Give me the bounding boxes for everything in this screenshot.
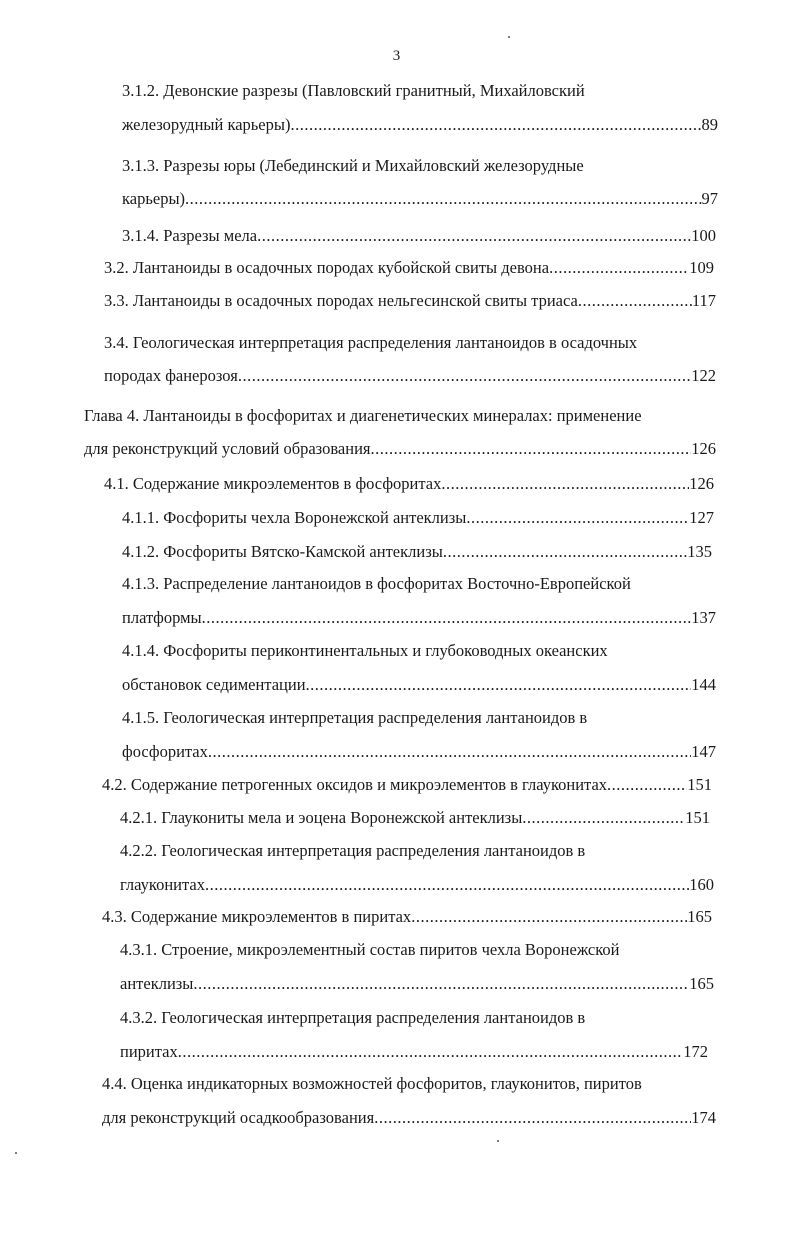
toc-leader-dots: [257, 225, 691, 247]
toc-entry-4-4[interactable]: [102, 1073, 716, 1129]
toc-page-number: 126: [691, 439, 716, 458]
toc-entry-4-2[interactable]: [102, 774, 712, 796]
toc-entry-title: 4.2.1. Глаукониты мела и эоцена Воронежской антеклизы: [120, 808, 523, 827]
toc-leader-dots: [466, 507, 689, 529]
toc-entry-title: для реконструкций условий образования: [84, 439, 371, 458]
toc-page-number: 122: [691, 366, 716, 385]
toc-leader-dots: [205, 874, 689, 896]
toc-entry-title: 4.1.1. Фосфориты чехла Воронежской антеклизы: [122, 508, 467, 527]
toc-entry-3-1-4[interactable]: [122, 225, 716, 247]
toc-leader-dots: [443, 541, 687, 563]
toc-leader-dots: [411, 906, 687, 928]
toc-page-number: 137: [691, 608, 716, 627]
toc-leader-dots: [607, 774, 687, 796]
toc-entry-title: глауконитах: [120, 875, 205, 894]
toc-leader-dots: [178, 1041, 684, 1063]
toc-entry-title: 4.3. Содержание микроэлементов в пиритах: [102, 907, 412, 926]
toc-entry-title-line1: 3.1.3. Разрезы юры (Лебединский и Михайловский железорудные: [122, 156, 584, 175]
toc-entry-title-line1: 4.1.3. Распределение лантаноидов в фосфоритах Восточно-Европейской: [122, 574, 631, 593]
toc-entry-4-3-1[interactable]: [120, 939, 714, 995]
toc-entry-4-1-5[interactable]: [122, 707, 716, 763]
toc-leader-dots: [193, 973, 689, 995]
toc-entry-4-2-2[interactable]: [120, 840, 714, 896]
toc-entry-title: 3.1.4. Разрезы мела: [122, 226, 258, 245]
toc-entry-4-1-3[interactable]: [122, 573, 716, 629]
toc-page-number: 100: [691, 226, 716, 245]
toc-page-number: 117: [691, 291, 716, 310]
toc-page-number: 135: [687, 542, 712, 561]
toc-leader-dots: [522, 807, 685, 829]
toc-leader-dots: [374, 1107, 691, 1129]
toc-entry-title: 4.1.2. Фосфориты Вятско-Камской антеклизы: [122, 542, 443, 561]
toc-entry-4-2-1[interactable]: [120, 807, 710, 829]
page-number: 3: [392, 48, 401, 64]
toc-leader-dots: [208, 741, 691, 763]
toc-page-number: 165: [689, 974, 714, 993]
toc-leader-dots: [441, 473, 689, 495]
toc-entry-3-1-3[interactable]: [122, 155, 718, 210]
toc-page-number: 97: [701, 189, 718, 208]
toc-leader-dots: [578, 290, 692, 312]
toc-leader-dots: [238, 365, 691, 387]
toc-leader-dots: [202, 607, 692, 629]
toc-page-number: 89: [701, 115, 718, 134]
toc-entry-4-1-2[interactable]: [122, 541, 712, 563]
toc-entry-4-1-1[interactable]: [122, 507, 714, 529]
scan-speck: [508, 36, 510, 38]
toc-leader-dots: [549, 257, 689, 279]
toc-entry-title-line1: 4.1.4. Фосфориты периконтинентальных и глубоководных океанских: [122, 641, 608, 660]
toc-entry-title-line1: 4.3.1. Строение, микроэлементный состав пиритов чехла Воронежской: [120, 940, 620, 959]
toc-leader-dots: [185, 188, 701, 210]
toc-page-number: 165: [687, 907, 712, 926]
toc-entry-title: 4.1. Содержание микроэлементов в фосфоритах: [104, 474, 442, 493]
toc-entry-title: для реконструкций осадкообразования: [102, 1108, 375, 1127]
scan-speck: [497, 1140, 499, 1142]
toc-entry-4-1[interactable]: [104, 473, 714, 495]
toc-entry-title: фосфоритах: [122, 742, 208, 761]
toc-page-number: 151: [687, 775, 712, 794]
toc-entry-title: платформы: [122, 608, 202, 627]
toc-page-number: 126: [689, 474, 714, 493]
toc-entry-title-line1: 4.1.5. Геологическая интерпретация распределения лантаноидов в: [122, 708, 588, 727]
toc-entry-title: породах фанерозоя: [104, 366, 238, 385]
toc-entry-title: железорудный карьеры): [122, 115, 291, 134]
toc-page-number: 109: [689, 258, 714, 277]
toc-entry-title: 3.2. Лантаноиды в осадочных породах кубойской свиты девона: [104, 258, 550, 277]
toc-entry-4-3-2[interactable]: [120, 1007, 708, 1063]
toc-entry-title-line1: 3.4. Геологическая интерпретация распределения лантаноидов в осадочных: [104, 333, 638, 352]
toc-entry-title-line1: 4.4. Оценка индикаторных возможностей фосфоритов, глауконитов, пиритов: [102, 1074, 642, 1093]
toc-entry-4-3[interactable]: [102, 906, 712, 928]
toc-entry-title: карьеры): [122, 189, 186, 208]
toc-page-number: 147: [691, 742, 716, 761]
toc-page-number: 151: [685, 808, 710, 827]
toc-page-number: 144: [691, 675, 716, 694]
toc-entry-3-3[interactable]: [104, 290, 716, 312]
toc-entry-3-1-2[interactable]: [122, 80, 718, 136]
toc-entry-title: антеклизы: [120, 974, 194, 993]
toc-page-number: 174: [691, 1108, 716, 1127]
toc-leader-dots: [371, 438, 692, 460]
toc-entry-title-line1: 4.2.2. Геологическая интерпретация распределения лантаноидов в: [120, 841, 586, 860]
toc-entry-title-line1: Глава 4. Лантаноиды в фосфоритах и диагенетических минералах: применение: [84, 406, 642, 425]
toc-entry-title-line1: 3.1.2. Девонские разрезы (Павловский гранитный, Михайловский: [122, 81, 585, 100]
toc-entry-title: пиритах: [120, 1042, 178, 1061]
toc-leader-dots: [306, 674, 692, 696]
toc-leader-dots: [290, 114, 701, 136]
scan-speck: [15, 1152, 17, 1154]
toc-entry-3-2[interactable]: [104, 257, 714, 279]
toc-page-number: 160: [689, 875, 714, 894]
toc-entry-title: 4.2. Содержание петрогенных оксидов и микроэлементов в глауконитах: [102, 775, 608, 794]
toc-page-number: 172: [683, 1042, 708, 1061]
toc-entry-title: обстановок седиментации: [122, 675, 306, 694]
toc-entry-title: 3.3. Лантаноиды в осадочных породах нельгесинской свиты триаса: [104, 291, 578, 310]
toc-entry-title-line1: 4.3.2. Геологическая интерпретация распределения лантаноидов в: [120, 1008, 586, 1027]
toc-chapter-4[interactable]: [84, 405, 716, 460]
toc-page-number: 127: [689, 508, 714, 527]
toc-entry-3-4[interactable]: [104, 332, 716, 387]
toc-entry-4-1-4[interactable]: [122, 640, 716, 696]
